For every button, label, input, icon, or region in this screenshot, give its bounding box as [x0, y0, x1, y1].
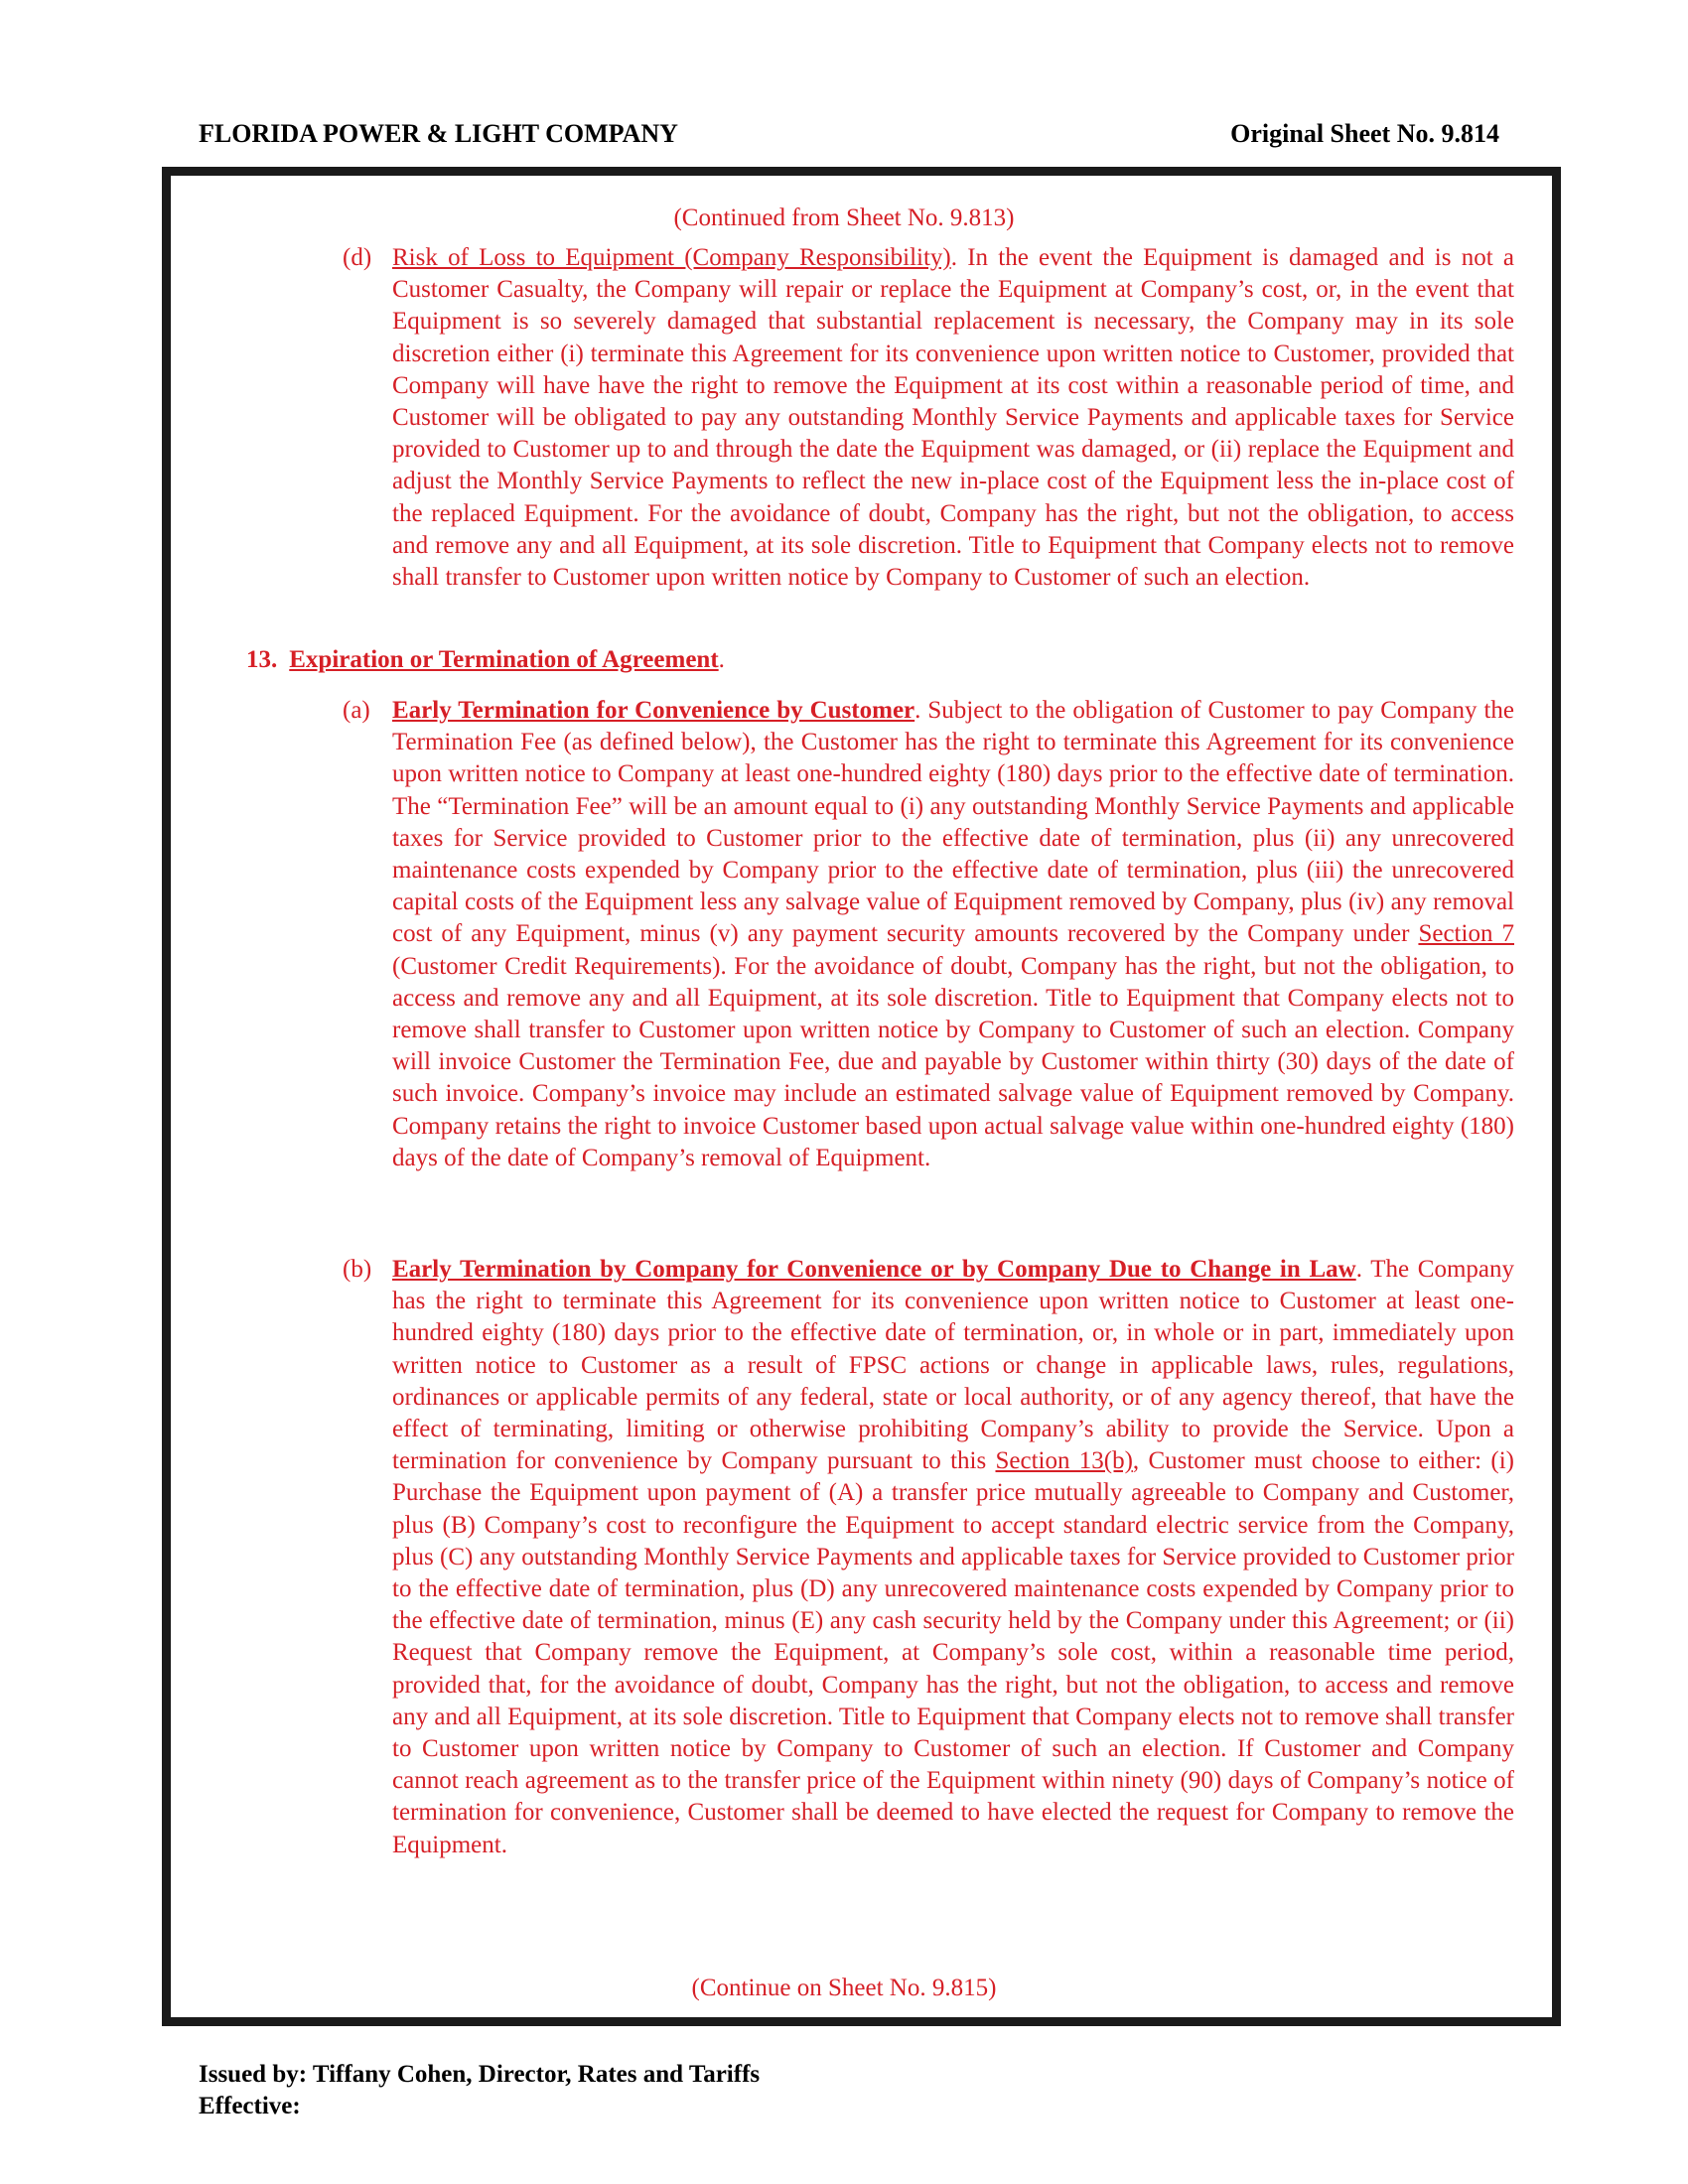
paragraph-body-continued: (Customer Credit Requirements). For the avoidance of doubt, Company has the right, but not the obligation, to access and remove any and all Equipment, at its sole discretion. Title to Equipment that Company elects not to remove shall transfer to Customer upon written notice by Company to Customer of such an election. Company will invoice Customer the Termination Fee, due and payable by Customer within thirty (30) days of the date of such invoice. Company’s invoice may include an estimated salvage value of Equipment removed by Company. Company retains the right to invoice Customer based upon actual salvage value within one-hundred eighty (180) days of the date of Company’s removal of Equipment. — [392, 952, 1514, 1171]
paragraph-marker: (b) — [343, 1256, 372, 1283]
paragraph-body: . In the event the Equipment is damaged and is not a Customer Casualty, the Company will repair or replace the Equipment at Company’s cost, or, in the event that Equipment is so severely damaged that substantial replacement is necessary, the Company may in its sole discretion either (i) terminate this Agreement for its convenience upon written notice to Customer, provided that Company will have have the right to remove the Equipment at its cost within a reasonable period of time, and Customer will be obligated to pay any outstanding Monthly Service Payments and applicable taxes for Service provided to Customer up to and through the date the Equipment was damaged, or (ii) replace the Equipment and adjust the Monthly Service Payments to reflect the new in-place cost of the Equipment less the in-place cost of the replaced Equipment. For the avoidance of doubt, Company has the right, but not the obligation, to access and remove any and all Equipment, at its sole discretion. Title to Equipment that Company elects not to remove shall transfer to Customer upon written notice by Company to Customer of such an election. — [392, 244, 1514, 592]
section-7-reference: Section 7 — [1418, 920, 1514, 948]
paragraph-a — [343, 695, 1514, 1174]
section-number: 13. — [246, 646, 278, 673]
paragraph-b — [343, 1254, 1515, 1861]
company-name: FLORIDA POWER & LIGHT COMPANY — [199, 119, 678, 148]
paragraph-marker: (a) — [343, 697, 370, 724]
paragraph-d — [343, 242, 1514, 594]
continued-from-note: (Continued from Sheet No. 9.813) — [673, 205, 1015, 231]
section-title: Expiration or Termination of Agreement — [289, 646, 719, 673]
sheet-number: Original Sheet No. 9.814 — [1230, 119, 1499, 148]
continue-on-note: (Continue on Sheet No. 9.815) — [691, 1975, 997, 2001]
paragraph-body: . Subject to the obligation of Customer to pay Company the Termination Fee (as defined below), the Customer has the right to terminate this Agreement for its convenience upon written notice to Company at least one-hundred eighty (180) days prior to the effective date of termination. The “Termination Fee” will be an amount equal to (i) any outstanding Monthly Service Payments and applicable taxes for Service provided to Customer prior to the effective date of termination, plus (ii) any unrecovered maintenance costs expended by Company prior to the effective date of termination, plus (iii) the unrecovered capital costs of the Equipment less any salvage value of Equipment removed by Company, plus (iv) any removal cost of any Equipment, minus (v) any payment security amounts recovered by the Company under — [392, 697, 1514, 948]
paragraph-title: Risk of Loss to Equipment (Company Responsibility) — [392, 244, 951, 271]
section-13-heading — [246, 646, 725, 674]
paragraph-marker: (d) — [343, 244, 372, 271]
paragraph-body: . The Company has the right to terminate this Agreement for its convenience upon written notice to Customer at least one-hundred eighty (180) days prior to the effective date of termination, or, in whole or in part, immediately upon written notice to Customer as a result of FPSC actions or change in applicable laws, rules, regulations, ordinances or applicable permits of any federal, state or local authority, or of any agency thereof, that have the effect of terminating, limiting or otherwise prohibiting Company’s ability to provide the Service. Upon a termination for convenience by Company pursuant to this — [392, 1256, 1515, 1475]
page-header — [199, 119, 1499, 155]
section-13b-reference: Section 13(b) — [995, 1447, 1133, 1475]
paragraph-title: Early Termination by Company for Convenience or by Company Due to Change in Law — [392, 1256, 1356, 1283]
paragraph-title: Early Termination for Convenience by Customer — [392, 697, 915, 724]
section-title-suffix: . — [718, 646, 725, 673]
paragraph-body-continued: , Customer must choose to either: (i) Purchase the Equipment upon payment of (A) a transfer price mutually agreeable to Company and Customer, plus (B) Company’s cost to reconfigure the Equipment to accept standard electric service from the Company, plus (C) any outstanding Monthly Service Payments and applicable taxes for Service provided to Customer prior to the effective date of termination, plus (D) any unrecovered maintenance costs expended by Company prior to the effective date of termination, minus (E) any cash security held by the Company under this Agreement; or (ii) Request that Company remove the Equipment, at Company’s sole cost, within a reasonable time period, provided that, for the avoidance of doubt, Company has the right, but not the obligation, to access and remove any and all Equipment, at its sole discretion. Title to Equipment that Company elects not to remove shall transfer to Customer upon written notice by Company to Customer of such an election. If Customer and Company cannot reach agreement as to the transfer price of the Equipment within ninety (90) days of Company’s notice of termination for convenience, Customer shall be deemed to have elected the request for Company to remove the Equipment. — [392, 1447, 1515, 1858]
page-footer — [199, 2059, 760, 2122]
issued-by: Issued by: Tiffany Cohen, Director, Rates and Tariffs — [199, 2061, 761, 2088]
effective-date: Effective: — [199, 2093, 301, 2119]
